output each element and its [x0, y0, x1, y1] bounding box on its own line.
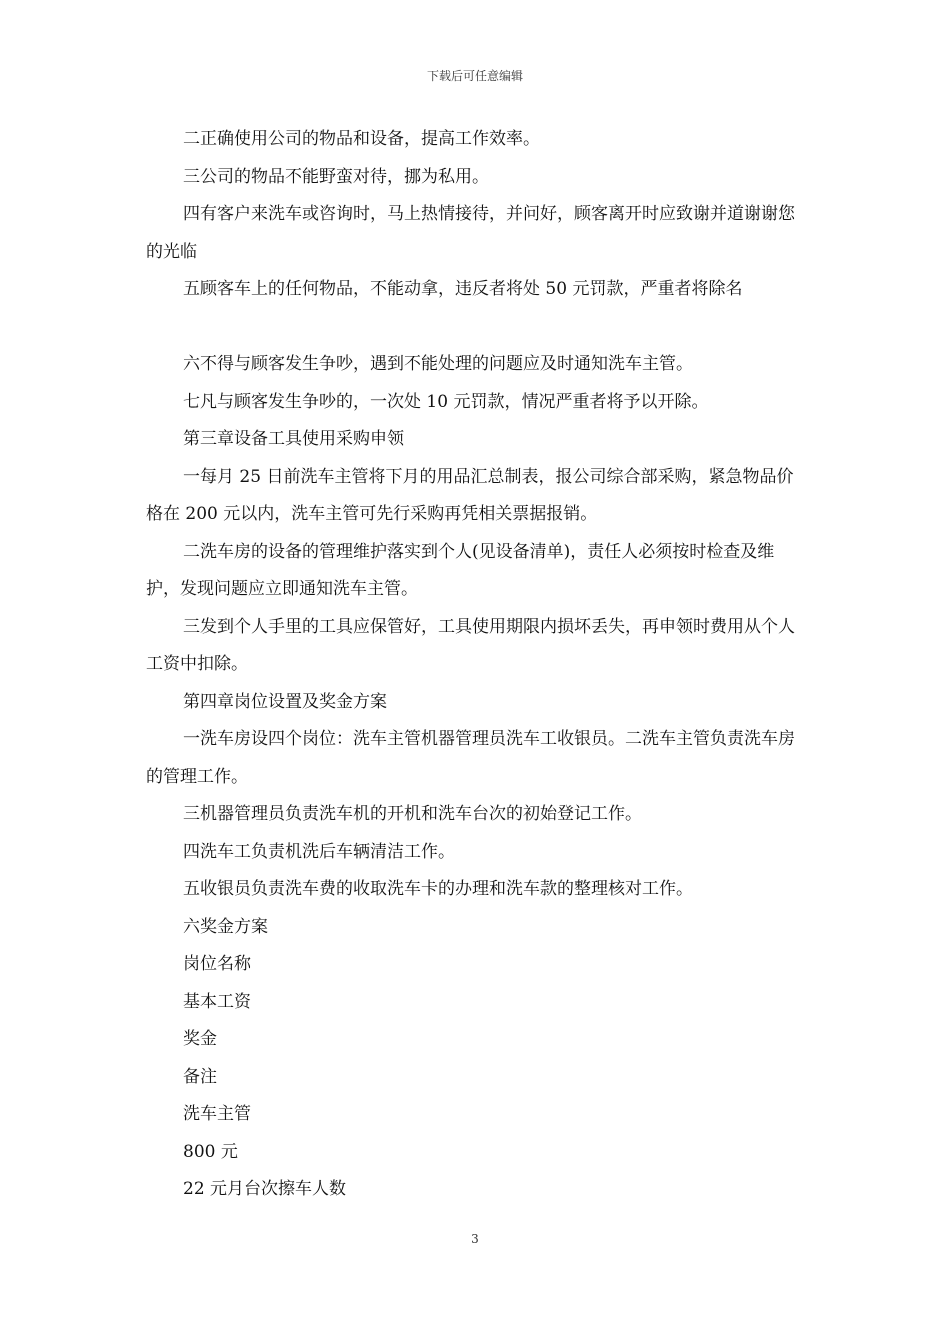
paragraph: 三发到个人手里的工具应保管好，工具使用期限内损坏丢失，再申领时费用从个人工资中扣除。: [146, 616, 795, 674]
table-cell-text: 奖金: [183, 1029, 217, 1049]
chapter-heading: 第四章岗位设置及奖金方案: [183, 691, 387, 712]
paragraph: 一洗车房设四个岗位：洗车主管机器管理员洗车工收银员。二洗车主管负责洗车房的管理工作。: [146, 729, 795, 787]
table-cell-text: 基本工资: [183, 991, 251, 1012]
paragraph: 五收银员负责洗车费的收取洗车卡的办理和洗车款的整理核对工作。: [183, 879, 693, 899]
page-header: 下载后可任意编辑: [426, 69, 523, 83]
paragraph: 七凡与顾客发生争吵的，一次处 10 元罚款，情况严重者将予以开除。: [183, 391, 709, 412]
paragraph: 六不得与顾客发生争吵，遇到不能处理的问题应及时通知洗车主管。: [183, 354, 693, 374]
paragraph: 五顾客车上的任何物品，不能动拿，违反者将处 50 元罚款，严重者将除名: [183, 279, 743, 299]
paragraph: 六奖金方案: [183, 916, 268, 937]
paragraph: 三公司的物品不能野蛮对待，挪为私用。: [183, 166, 489, 187]
table-cell-text: 备注: [183, 1066, 217, 1087]
table-cell-text: 洗车主管: [183, 1104, 251, 1124]
paragraph: 四有客户来洗车或咨询时，马上热情接待，并问好，顾客离开时应致谢并道谢谢您的光临: [146, 204, 795, 262]
paragraph: 三机器管理员负责洗车机的开机和洗车台次的初始登记工作。: [183, 804, 642, 824]
document-body: [146, 121, 808, 1209]
paragraph: 二正确使用公司的物品和设备，提高工作效率。: [183, 129, 540, 149]
page-number: 3: [471, 1232, 479, 1246]
table-cell-text: 岗位名称: [183, 954, 251, 974]
table-cell-text: 22 元月台次擦车人数: [183, 1179, 347, 1199]
paragraph: 四洗车工负责机洗后车辆清洁工作。: [183, 841, 455, 862]
paragraph: 一每月 25 日前洗车主管将下月的用品汇总制表，报公司综合部采购，紧急物品价格在 200 元以内，洗车主管可先行采购再凭相关票据报销。: [146, 466, 794, 524]
paragraph: 二洗车房的设备的管理维护落实到个人(见设备清单)，责任人必须按时检查及维护，发现问题应立即通知洗车主管。: [146, 541, 775, 599]
chapter-heading: 第三章设备工具使用采购申领: [183, 429, 404, 449]
table-cell-text: 800 元: [183, 1141, 238, 1162]
